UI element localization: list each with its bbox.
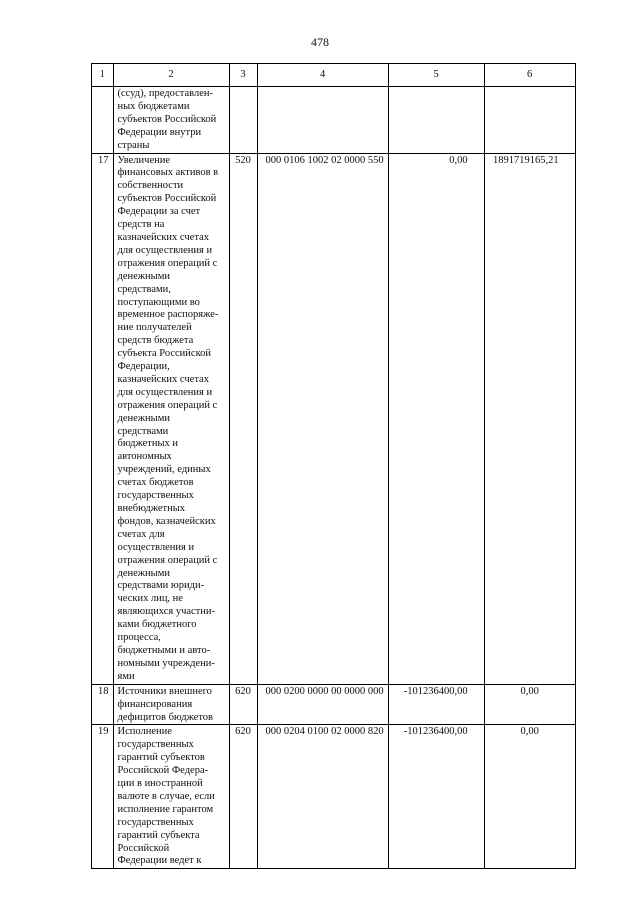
header-cell-5: 5	[388, 64, 484, 87]
row-name-line: исполнение гарантом	[117, 803, 214, 815]
row-name-line: отражения операций с	[117, 257, 218, 269]
row-name-line: денежными	[117, 567, 170, 579]
row-name-line: временное распоряже-	[117, 309, 219, 321]
header-cell-4: 4	[257, 64, 388, 87]
table-row	[92, 684, 576, 725]
row-kbk-cell: 000 0200 0000 00 0000 000	[257, 684, 388, 725]
row-name-line: финансовых активов в	[117, 167, 219, 179]
row-name-line: субъектов Российской	[117, 193, 217, 205]
row-name-line: бюджетных и	[117, 438, 179, 450]
row-name-line: ных бюджетами	[117, 100, 190, 112]
row-name-line: государственных	[117, 816, 194, 828]
row-name-line: ции в иностранной	[117, 778, 203, 790]
row-name-line: Увеличение	[117, 154, 171, 166]
row-name-line: государственных	[117, 490, 194, 502]
row-name-line: средств бюджета	[117, 335, 194, 347]
row-name-line: субъекта Российской	[117, 348, 212, 360]
row-name-line: Федерации внутри	[117, 126, 202, 138]
row-approved-cell: 0,00	[388, 153, 484, 684]
row-executed-cell: 0,00	[484, 725, 575, 869]
row-name-line: денежными	[117, 270, 170, 282]
row-approved-cell: -101236400,00	[388, 725, 484, 869]
row-kbk-cell: 000 0106 1002 02 0000 550	[257, 153, 388, 684]
row-executed-cell: 1891719165,21	[484, 153, 575, 684]
row-code-cell: 520	[229, 153, 257, 684]
row-name-line: гарантий субъектов	[117, 752, 205, 764]
row-name-line: страны	[117, 139, 150, 151]
row-name-line: ками бюджетного	[117, 619, 197, 631]
row-name-line: денежными	[117, 412, 170, 424]
row-name-line: счетах бюджетов	[117, 477, 194, 489]
row-name-line: бюджетными и авто-	[117, 644, 211, 656]
row-name-line: поступающими во	[117, 296, 200, 308]
row-code-cell	[229, 87, 257, 154]
header-cell-1: 1	[92, 64, 114, 87]
row-name-line: Федерации ведет к	[117, 855, 202, 867]
row-name-line: средствами юриди-	[117, 580, 205, 592]
row-name-cell	[113, 153, 229, 684]
row-executed-cell	[484, 87, 575, 154]
row-approved-cell	[388, 87, 484, 154]
row-name-line: валюте в случае, если	[117, 790, 215, 802]
row-name-cell	[113, 87, 229, 154]
row-name-line: Федерации за счет	[117, 206, 201, 218]
row-code-cell: 620	[229, 684, 257, 725]
row-name-line: Российской Федера-	[117, 765, 209, 777]
row-name-line: средствами	[117, 425, 169, 437]
row-name-line: субъектов Российской	[117, 113, 217, 125]
table-row	[92, 87, 576, 154]
row-kbk-cell: 000 0204 0100 02 0000 820	[257, 725, 388, 869]
row-executed-cell: 0,00	[484, 684, 575, 725]
row-name-line: дефицитов бюджетов	[117, 711, 214, 723]
row-name-line: для осуществления и	[117, 244, 213, 256]
row-name-cell	[113, 684, 229, 725]
table-row	[92, 153, 576, 684]
row-name-line: Российской	[117, 842, 170, 854]
header-cell-6: 6	[484, 64, 575, 87]
report-table	[91, 63, 576, 869]
row-name-line: Федерации,	[117, 361, 170, 373]
row-name-line: гарантий субъекта	[117, 829, 200, 841]
row-code-cell: 620	[229, 725, 257, 869]
page-number: 478	[311, 35, 329, 49]
row-name-cell	[113, 725, 229, 869]
row-name-line: для осуществления и	[117, 386, 213, 398]
row-approved-cell: -101236400,00	[388, 684, 484, 725]
row-number-cell: 17	[92, 153, 114, 684]
row-name-line: автономных	[117, 451, 172, 463]
row-name-line: внебюджетных	[117, 503, 186, 514]
header-cell-3: 3	[229, 64, 257, 87]
row-name-line: учреждений, единых	[117, 464, 211, 476]
row-name-line: средств на	[117, 219, 165, 231]
row-name-line: казначейских счетах	[117, 373, 209, 385]
table-header-row	[92, 64, 576, 87]
row-name-line: отражения операций с	[117, 399, 218, 411]
header-cell-2: 2	[113, 64, 229, 87]
row-name-line: финансирования	[117, 698, 193, 710]
row-number-cell	[92, 87, 114, 154]
row-name-line: собственности	[117, 180, 184, 192]
row-name-line: средствами,	[117, 283, 171, 295]
row-name-line: номными учреждени-	[117, 657, 215, 669]
row-name-line: ние получателей	[117, 322, 192, 334]
row-number-cell: 18	[92, 684, 114, 725]
row-number-cell: 19	[92, 725, 114, 869]
table-body	[92, 87, 576, 869]
row-name-line: являющихся участни-	[117, 606, 216, 618]
row-name-line: казначейских счетах	[117, 231, 209, 243]
row-name-line: фондов, казначейских	[117, 515, 216, 527]
row-name-line: счетах для	[117, 528, 165, 540]
row-name-line: процесса,	[117, 632, 161, 644]
table-row	[92, 725, 576, 869]
row-kbk-cell	[257, 87, 388, 154]
row-name-line: отражения операций с	[117, 554, 218, 566]
row-name-line: государственных	[117, 739, 194, 751]
row-name-line: ями	[117, 670, 135, 682]
row-name-line: (ссуд), предоставлен-	[117, 88, 213, 99]
row-name-line: осуществления и	[117, 541, 195, 553]
row-name-line: ческих лиц, не	[117, 593, 183, 605]
row-name-line: Исполнение	[117, 726, 172, 738]
row-name-line: Источники внешнего	[117, 685, 212, 697]
